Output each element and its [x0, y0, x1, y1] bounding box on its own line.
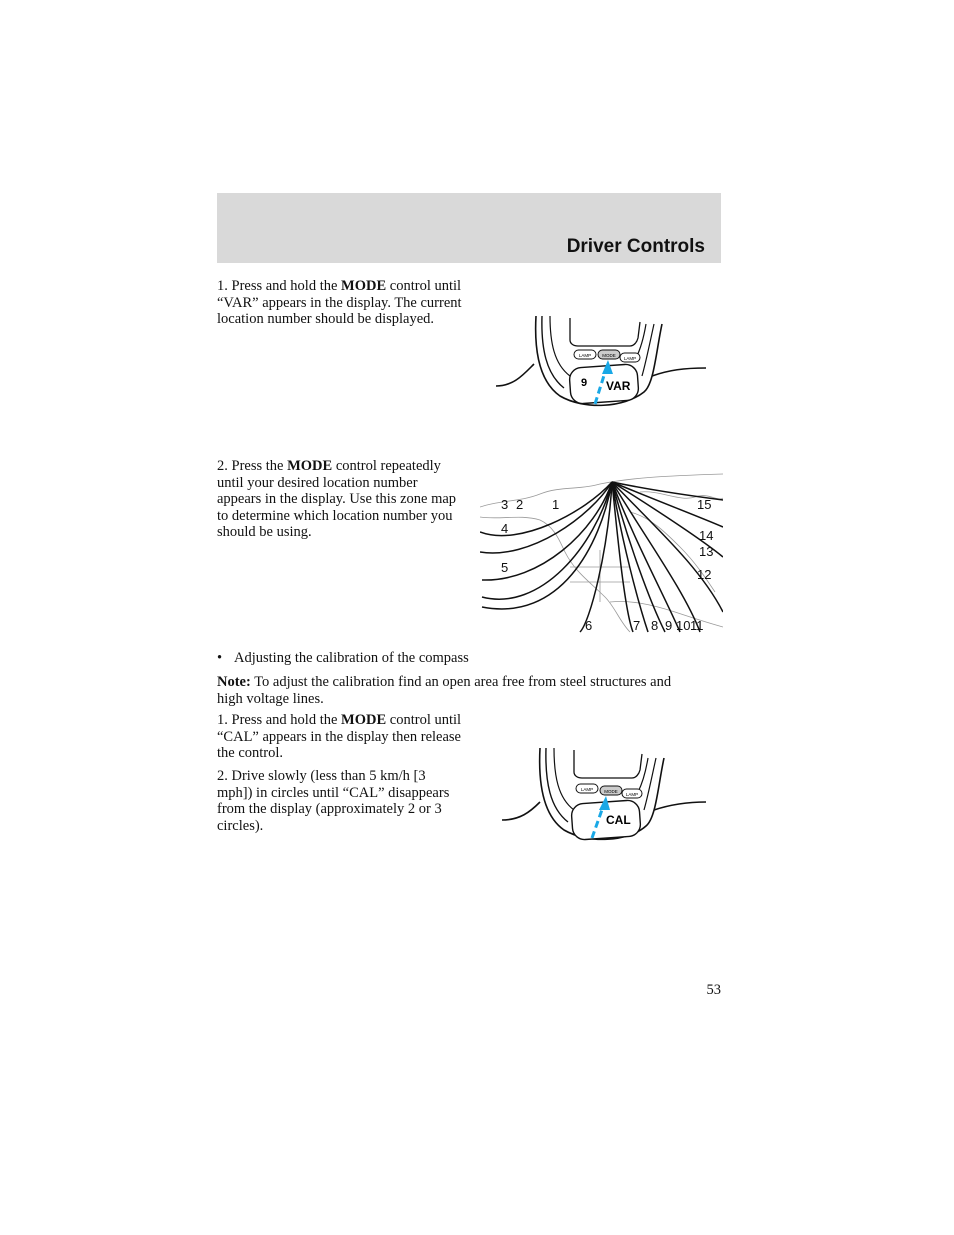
- zone-label-9: 9: [665, 618, 673, 633]
- zone-label-12: 12: [697, 567, 712, 582]
- cal-step1-suffix: control until “CAL” appears in the display then release the control.: [217, 712, 462, 762]
- zone-label-6: 6: [585, 618, 593, 633]
- step-var-mode-label: MODE: [341, 278, 387, 294]
- zone-label-13: 13: [699, 544, 714, 559]
- zone-label-14: 14: [699, 528, 714, 543]
- zone-label-4: 4: [501, 521, 509, 536]
- step-var-paragraph: [217, 278, 462, 328]
- lamp-right-label: LAMP: [623, 356, 637, 361]
- step-zone-paragraph: [217, 458, 462, 541]
- section-title: Driver Controls: [566, 236, 705, 257]
- mirror-var-figure: [494, 312, 710, 412]
- step-zone-mode-label: MODE: [287, 458, 333, 474]
- zone-label-10: 10: [676, 618, 691, 633]
- note-text: To adjust the calibration find an open area free from steel structures and high voltage lines.: [217, 674, 672, 707]
- display-cal-text: CAL: [606, 813, 631, 827]
- lamp-right-label: LAMP: [625, 792, 639, 797]
- lamp-left-label: LAMP: [578, 353, 592, 358]
- bullet-marker: •: [217, 650, 223, 666]
- cal-step2-text: 2. Drive slowly (less than 5 km/h [3 mph]) in circles until “CAL” disappears from the display (approximately 2 or 3 circles).: [217, 768, 450, 834]
- cal-step2-paragraph: [217, 768, 462, 834]
- step-var-suffix: control until “VAR” appears in the display. The current location number should be displayed.: [217, 278, 462, 328]
- zone-label-5: 5: [501, 560, 509, 575]
- lamp-left-label: LAMP: [580, 787, 594, 792]
- display-var-text: VAR: [606, 379, 631, 393]
- bullet-text: Adjusting the calibration of the compass: [234, 650, 469, 666]
- zone-label-2: 2: [516, 497, 524, 512]
- zone-label-8: 8: [651, 618, 659, 633]
- step-var-prefix: 1. Press and hold the: [217, 278, 342, 294]
- page-number: 53: [706, 982, 721, 998]
- zone-label-15: 15: [697, 497, 712, 512]
- note-paragraph: [217, 674, 697, 707]
- display-number: 9: [581, 377, 588, 389]
- zone-label-7: 7: [633, 618, 641, 633]
- bullet-item: [217, 650, 469, 667]
- zone-label-11: 11: [690, 618, 704, 633]
- section-header-band: [217, 193, 721, 263]
- mirror-cal-figure: [500, 746, 710, 846]
- zone-label-1: 1: [552, 497, 560, 512]
- cal-step1-mode-label: MODE: [341, 712, 387, 728]
- compass-zone-map: [480, 472, 723, 634]
- step-zone-suffix: control repeatedly until your desired location number appears in the display. Use this zone map to determine which location number you should be using.: [217, 458, 457, 541]
- step-zone-prefix: 2. Press the: [217, 458, 288, 474]
- note-label: Note:: [217, 674, 251, 690]
- cal-step1-paragraph: [217, 712, 462, 762]
- mode-button-label: MODE: [602, 353, 616, 358]
- zone-label-3: 3: [501, 497, 509, 512]
- cal-step1-prefix: 1. Press and hold the: [217, 712, 342, 728]
- mode-button-label: MODE: [604, 789, 618, 794]
